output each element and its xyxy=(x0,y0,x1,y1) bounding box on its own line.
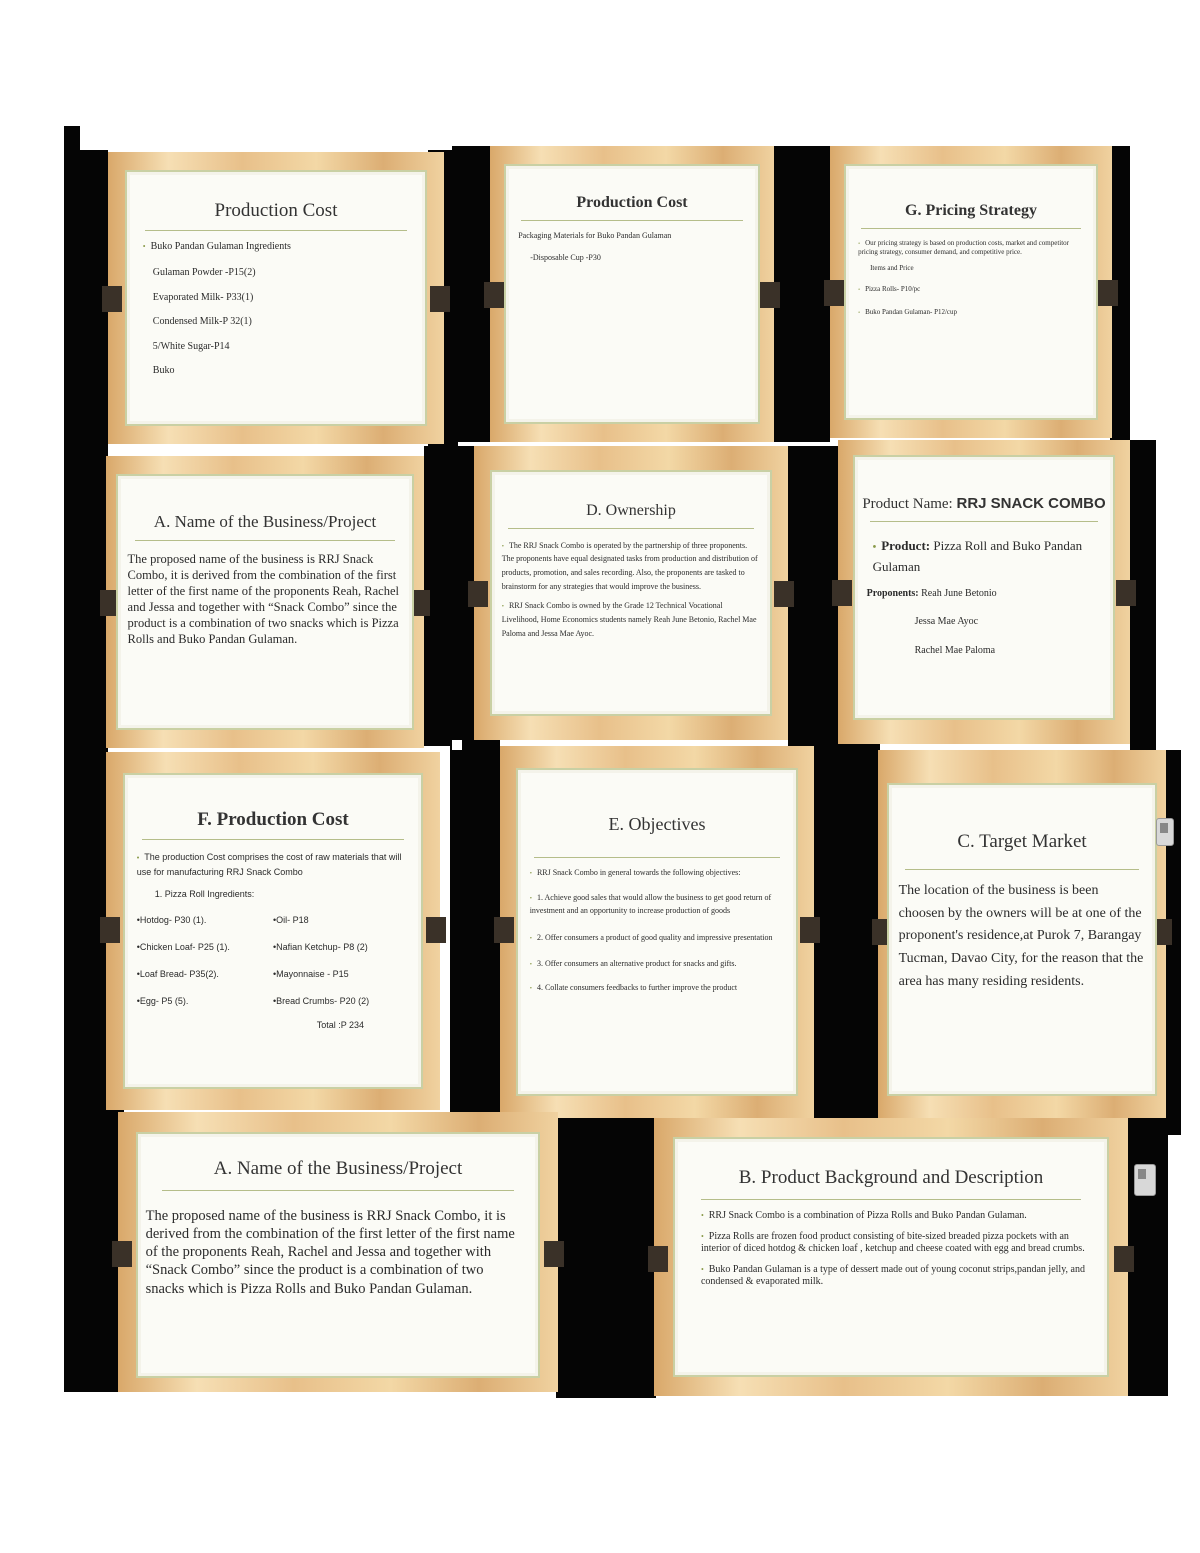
slide-card xyxy=(116,474,415,731)
slide-tab xyxy=(824,280,844,306)
slide-tab xyxy=(800,917,820,943)
ingredient-item: •Hotdog- P30 (1). xyxy=(136,914,207,925)
list-item: Condensed Milk-P 32(1) xyxy=(152,316,252,328)
slide-title: Production Cost xyxy=(576,193,688,211)
slide-tab xyxy=(430,286,450,312)
slide-body: The location of the business is been choosen by the owners will be at one of the proponent's residence,at Purok 7, Barangay Tucman, Davao City, for the reason that the area has many residing residents. xyxy=(898,883,1144,989)
slide-production-cost-buko xyxy=(108,152,444,444)
slide-objectives xyxy=(500,746,814,1118)
list-item: Evaporated Milk- P33(1) xyxy=(152,291,254,303)
ingredient-item: •Mayonnaise - P15 xyxy=(273,969,349,979)
title-rule xyxy=(905,869,1140,870)
slide-tab xyxy=(1114,1246,1134,1272)
slide-target-market xyxy=(878,750,1166,1118)
slide-title: D. Ownership xyxy=(586,501,676,519)
file-icon xyxy=(1134,1164,1156,1196)
list-item: • 3. Offer consumers an alternative product for snacks and gifts. xyxy=(530,959,785,969)
title-rule xyxy=(508,528,753,529)
file-icon xyxy=(1156,818,1174,846)
slide-ownership xyxy=(474,446,788,740)
list-item: • Buko Pandan Gulaman Ingredients xyxy=(143,241,409,254)
product-value: Pizza Roll and Buko Pandan Gulaman xyxy=(872,538,1083,574)
list-item: • Buko Pandan Gulaman is a type of dessert made out of young coconut strips,pandan jelly, and condensed & evaporated milk. xyxy=(701,1264,1091,1289)
total: Total :P 234 xyxy=(316,1019,365,1030)
slide-f-production-cost xyxy=(106,752,440,1110)
slide-tab xyxy=(494,917,514,943)
slide-title: E. Objectives xyxy=(608,814,706,835)
list-item: • 4. Collate consumers feedbacks to further improve the product xyxy=(530,983,785,993)
slide-card xyxy=(516,768,799,1095)
white-square xyxy=(452,740,462,750)
list-item: • Pizza Rolls are frozen food product consisting of bite-sized breaded pizza pockets with an interior of diced hotdog & chicken loaf , ketchup and cheese coated with egg and bread crumbs. xyxy=(701,1231,1091,1256)
slide-pricing-strategy xyxy=(830,146,1112,438)
slide-card xyxy=(853,455,1116,720)
slide-card xyxy=(123,773,424,1088)
title-rule xyxy=(534,857,779,858)
slide-title: B. Product Background and Description xyxy=(738,1167,1044,1189)
list-item: • 2. Offer consumers a product of good quality and impressive presentation xyxy=(530,932,785,945)
ingredient-item: •Nafian Ketchup- P8 (2) xyxy=(273,941,368,952)
ingredient-item: •Egg- P5 (5). xyxy=(136,996,189,1007)
slide-title: C. Target Market xyxy=(957,831,1087,853)
list-item: • 1. Achieve good sales that would allow the business to get good return of investment and an opportunity to increase production of goods xyxy=(530,892,785,918)
proponent-1: Reah June Betonio xyxy=(918,587,997,599)
slide-tab xyxy=(102,286,122,312)
slide-body: The proposed name of the business is RRJ Snack Combo, it is derived from the combination of the first letter of the first name of the proponents Reah, Rachel and Jessa and together with “Snack Combo” since the product is a combination of two snacks which is Pizza Rolls and Buko Pandan Gulaman. xyxy=(145,1207,515,1297)
list-item: Buko xyxy=(152,365,175,377)
list-item: 5/White Sugar-P14 xyxy=(152,340,230,352)
ingredient-item: •Loaf Bread- P35(2). xyxy=(136,969,219,979)
proponent-3: Rachel Mae Paloma xyxy=(914,644,996,656)
title-rule xyxy=(135,540,395,541)
slide-name-of-business-large xyxy=(118,1112,558,1392)
subhead: 1. Pizza Roll Ingredients: xyxy=(154,889,255,900)
slide-tab xyxy=(544,1241,564,1267)
slide-tab xyxy=(832,580,852,606)
title-rule xyxy=(861,228,1081,229)
proponents-line xyxy=(867,588,1102,601)
ingredient-item: •Bread Crumbs- P20 (2) xyxy=(273,996,370,1007)
slide-title: A. Name of the Business/Project xyxy=(213,1157,463,1179)
slide-tab xyxy=(468,581,488,607)
slide-card xyxy=(887,783,1158,1096)
slide-tab xyxy=(1116,580,1136,606)
slide-tab xyxy=(760,282,780,308)
proponents-label: Proponents: xyxy=(866,587,919,599)
list-item: • RRJ Snack Combo in general towards the following objectives: xyxy=(530,868,785,878)
slide-title: F. Production Cost xyxy=(197,809,349,831)
slide-card xyxy=(844,164,1098,421)
slide-tab xyxy=(112,1241,132,1267)
title-rule xyxy=(521,220,742,221)
list-item: • RRJ Snack Combo is a combination of Pizza Rolls and Buko Pandan Gulaman. xyxy=(701,1210,1091,1223)
list-item: • The RRJ Snack Combo is operated by the partnership of three proponents. The proponents have equal designated tasks from production and distribution of products, promotion, and sales recording. Also, the proponents are tasked to brainstorm for any strategies that would improve the business. xyxy=(502,539,761,594)
list-item: Gulaman Powder -P15(2) xyxy=(152,267,256,279)
slide-card xyxy=(136,1132,541,1378)
slide-product-background xyxy=(654,1118,1128,1396)
slide-product-name xyxy=(838,440,1130,744)
scan-background xyxy=(810,740,880,1120)
title-rule xyxy=(145,230,408,231)
slide-name-of-business-small xyxy=(106,456,424,748)
title-rule xyxy=(701,1199,1081,1200)
list-item: • Our pricing strategy is based on production costs, market and competitor pricing strategy, consumer demand, and competitive price. xyxy=(858,239,1084,257)
ingredient-item: •Chicken Loaf- P25 (1). xyxy=(136,941,230,952)
list-item: • Buko Pandan Gulaman- P12/cup xyxy=(858,308,1084,317)
slide-card xyxy=(504,164,760,425)
slide-production-cost-packaging xyxy=(490,146,774,442)
title-prefix: Product Name: xyxy=(862,496,957,513)
slide-title: Production Cost xyxy=(214,199,338,221)
slide-body: The proposed name of the business is RRJ Snack Combo, it is derived from the combination of the first letter of the first name of the proponents Reah, Rachel and Jessa and together with “Snack Combo” since the product is a combination of two snacks which is Pizza Rolls and Buko Pandan Gulaman. xyxy=(127,551,399,646)
scan-background xyxy=(556,1112,656,1398)
title-rule xyxy=(162,1190,515,1191)
product-name: RRJ SNACK COMBO xyxy=(956,495,1106,513)
list-item: • Pizza Rolls- P10/pc xyxy=(858,285,1084,294)
slide-tab xyxy=(484,282,504,308)
slide-tab xyxy=(774,581,794,607)
title-rule xyxy=(870,521,1098,522)
slide-title: G. Pricing Strategy xyxy=(905,201,1037,219)
slide-title: A. Name of the Business/Project xyxy=(153,511,377,531)
product-label: • Product: xyxy=(873,538,931,553)
scan-background xyxy=(424,446,474,746)
scan-background xyxy=(450,740,500,1120)
list-item: Items and Price xyxy=(870,264,914,273)
list-item: • RRJ Snack Combo is owned by the Grade 12 Technical Vocational Livelihood, Home Economics students namely Reah June Betonio, Rachel Mae Paloma and Jessa Mae Ayoc. xyxy=(502,599,761,640)
slide-tab xyxy=(648,1246,668,1272)
product-line xyxy=(873,536,1102,578)
list-item: -Disposable Cup -P30 xyxy=(530,252,601,262)
title-rule xyxy=(142,839,403,840)
slide-card xyxy=(490,470,773,717)
ingredient-item: •Oil- P18 xyxy=(273,914,309,925)
list-item: Packaging Materials for Buko Pandan Gulaman xyxy=(518,230,672,240)
slide-tab xyxy=(100,917,120,943)
slide-tab xyxy=(426,917,446,943)
slide-card xyxy=(125,170,427,427)
scan-background xyxy=(788,446,838,746)
slide-tab xyxy=(1098,280,1118,306)
slide-card xyxy=(673,1137,1109,1376)
scan-background xyxy=(1128,1118,1168,1396)
slide-title xyxy=(855,495,1114,513)
intro-text: • The production Cost comprises the cost of raw materials that will use for manufacturing RRJ Snack Combo xyxy=(137,850,410,879)
proponent-2: Jessa Mae Ayoc xyxy=(914,616,979,628)
